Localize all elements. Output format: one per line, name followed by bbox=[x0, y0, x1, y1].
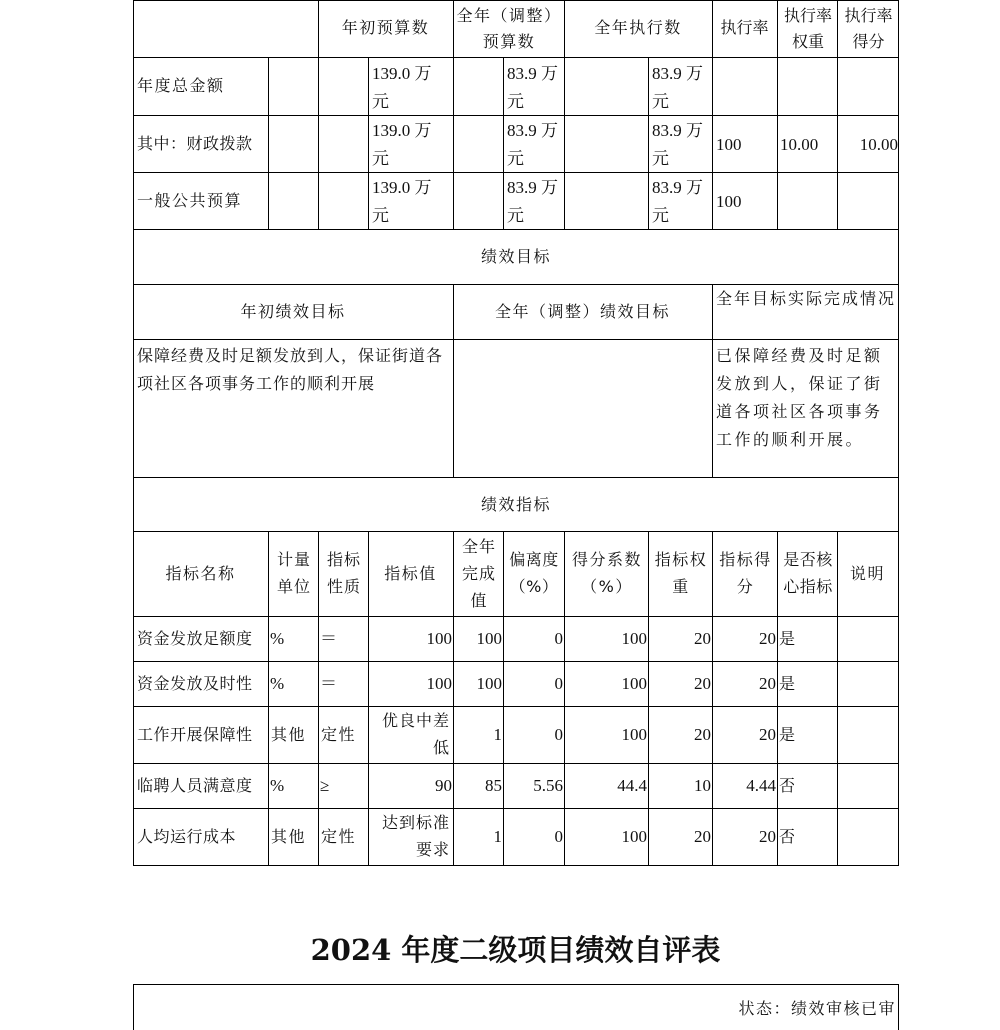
status-label: 状态：绩效审核已审 bbox=[738, 999, 896, 1018]
ind-row-name: 工作开展保障性 bbox=[137, 725, 253, 744]
ind-row-value: 100 bbox=[426, 629, 452, 648]
ind-header-nature: 指标性质 bbox=[326, 550, 361, 596]
rule bbox=[133, 706, 899, 707]
ind-row-score: 20 bbox=[759, 674, 776, 693]
ind-row-score: 20 bbox=[759, 629, 776, 648]
ind-header-coef: 得分系数（%） bbox=[571, 550, 642, 596]
ind-row-deviation: 0 bbox=[554, 827, 563, 846]
budget-row-adjusted: 83.9 万元 bbox=[507, 64, 558, 111]
ind-header-unit: 计量单位 bbox=[276, 550, 311, 596]
ind-row-coef: 100 bbox=[621, 629, 647, 648]
ind-row-weight: 20 bbox=[694, 827, 711, 846]
goals-col-initial: 年初绩效目标 bbox=[240, 302, 346, 321]
rule bbox=[133, 661, 899, 662]
rule bbox=[268, 531, 269, 865]
ind-row-deviation: 0 bbox=[554, 629, 563, 648]
ind-row-actual: 1 bbox=[493, 725, 502, 744]
indicators-section-title: 绩效指标 bbox=[480, 495, 551, 514]
rule bbox=[712, 531, 713, 865]
ind-header-actual: 全年完成值 bbox=[461, 537, 496, 610]
header-initial-budget: 年初预算数 bbox=[341, 18, 430, 37]
rule bbox=[133, 984, 134, 1030]
rule bbox=[777, 0, 778, 229]
rule bbox=[453, 531, 454, 865]
rule bbox=[133, 284, 899, 285]
budget-row-rate: 100 bbox=[716, 135, 742, 154]
ind-header-deviation: 偏离度（%） bbox=[509, 550, 559, 596]
goals-col-actual: 全年目标实际完成情况 bbox=[716, 289, 897, 308]
ind-row-nature: ＝ bbox=[320, 674, 337, 693]
ind-row-core: 是 bbox=[779, 725, 797, 744]
header-rate-weight: 执行率权重 bbox=[783, 6, 832, 51]
ind-row-value: 优良中差低 bbox=[381, 711, 450, 757]
budget-row-adjusted: 83.9 万元 bbox=[507, 178, 558, 225]
budget-row-label: 其中：财政拨款 bbox=[137, 134, 253, 153]
budget-row-initial: 139.0 万元 bbox=[372, 178, 432, 225]
ind-row-core: 是 bbox=[779, 674, 797, 693]
ind-row-actual: 85 bbox=[485, 776, 502, 795]
budget-row-executed: 83.9 万元 bbox=[652, 178, 703, 225]
goals-section-title: 绩效目标 bbox=[480, 247, 551, 266]
rule bbox=[712, 284, 713, 477]
ind-row-coef: 100 bbox=[621, 674, 647, 693]
ind-row-nature: ＝ bbox=[320, 629, 337, 648]
ind-row-unit: % bbox=[270, 776, 285, 795]
ind-row-value: 100 bbox=[426, 674, 452, 693]
budget-row-initial: 139.0 万元 bbox=[372, 121, 432, 168]
ind-row-actual: 100 bbox=[476, 629, 502, 648]
ind-header-score: 指标得分 bbox=[719, 550, 772, 596]
rule bbox=[133, 763, 899, 764]
rule bbox=[777, 531, 778, 865]
ind-row-nature: 定性 bbox=[321, 725, 357, 744]
ind-row-value: 达到标准要求 bbox=[381, 813, 450, 859]
rule bbox=[133, 477, 899, 478]
header-rate-score: 执行率得分 bbox=[844, 6, 893, 51]
ind-row-unit: 其他 bbox=[271, 827, 307, 846]
rule bbox=[837, 0, 838, 229]
ind-row-unit: 其他 bbox=[271, 725, 307, 744]
budget-row-label: 年度总金额 bbox=[137, 76, 225, 95]
ind-header-value: 指标值 bbox=[384, 564, 437, 583]
ind-header-note: 说明 bbox=[849, 564, 885, 583]
ind-header-name: 指标名称 bbox=[165, 564, 236, 583]
budget-row-weight: 10.00 bbox=[780, 135, 819, 154]
ind-row-name: 临聘人员满意度 bbox=[137, 776, 253, 795]
header-executed: 全年执行数 bbox=[594, 18, 682, 37]
ind-row-unit: % bbox=[270, 674, 285, 693]
ind-row-actual: 1 bbox=[493, 827, 502, 846]
rule bbox=[503, 57, 504, 229]
goals-col-adjusted: 全年（调整）绩效目标 bbox=[494, 302, 670, 321]
budget-row-adjusted: 83.9 万元 bbox=[507, 121, 558, 168]
ind-row-weight: 20 bbox=[694, 725, 711, 744]
rule bbox=[133, 339, 899, 340]
rule bbox=[133, 531, 899, 532]
header-exec-rate: 执行率 bbox=[720, 18, 769, 37]
ind-header-core: 是否核心指标 bbox=[783, 550, 833, 596]
ind-row-deviation: 0 bbox=[554, 674, 563, 693]
rule bbox=[368, 57, 369, 229]
ind-row-score: 4.44 bbox=[746, 776, 776, 795]
rule bbox=[133, 0, 899, 1]
budget-row-rate: 100 bbox=[716, 192, 742, 211]
ind-row-deviation: 5.56 bbox=[533, 776, 563, 795]
rule bbox=[648, 57, 649, 229]
header-adjusted-budget: 全年（调整）预算数 bbox=[456, 6, 562, 51]
goals-initial-text: 保障经费及时足额发放到人，保证街道各项社区各项事务工作的顺利开展 bbox=[137, 346, 444, 393]
budget-row-initial: 139.0 万元 bbox=[372, 64, 432, 111]
ind-row-core: 否 bbox=[779, 776, 797, 795]
goals-actual-text: 已保障经费及时足额发放到人，保证了街道各项社区各项事务工作的顺利开展。 bbox=[716, 346, 883, 449]
budget-row-label: 一般公共预算 bbox=[137, 191, 243, 210]
ind-row-coef: 100 bbox=[621, 827, 647, 846]
ind-row-score: 20 bbox=[759, 827, 776, 846]
ind-row-weight: 10 bbox=[694, 776, 711, 795]
rule bbox=[268, 57, 269, 229]
budget-row-executed: 83.9 万元 bbox=[652, 121, 703, 168]
ind-row-weight: 20 bbox=[694, 629, 711, 648]
ind-row-nature: ≥ bbox=[320, 776, 330, 795]
ind-row-deviation: 0 bbox=[554, 725, 563, 744]
ind-row-coef: 44.4 bbox=[617, 776, 647, 795]
rule bbox=[133, 865, 899, 866]
rule bbox=[133, 984, 899, 985]
ind-row-nature: 定性 bbox=[321, 827, 357, 846]
rule bbox=[898, 0, 899, 866]
ind-row-core: 否 bbox=[779, 827, 797, 846]
ind-row-core: 是 bbox=[779, 629, 797, 648]
page-title: 2024 年度二级项目绩效自评表 bbox=[310, 933, 721, 967]
budget-row-executed: 83.9 万元 bbox=[652, 64, 703, 111]
ind-row-name: 资金发放足额度 bbox=[137, 629, 253, 648]
rule bbox=[133, 0, 134, 866]
rule bbox=[898, 984, 899, 1030]
ind-row-score: 20 bbox=[759, 725, 776, 744]
rule bbox=[453, 0, 454, 229]
ind-header-weight: 指标权重 bbox=[654, 550, 708, 596]
ind-row-actual: 100 bbox=[476, 674, 502, 693]
ind-row-weight: 20 bbox=[694, 674, 711, 693]
rule bbox=[564, 531, 565, 865]
budget-row-score: 10.00 bbox=[859, 135, 898, 154]
ind-row-coef: 100 bbox=[621, 725, 647, 744]
ind-row-name: 资金发放及时性 bbox=[137, 674, 253, 693]
rule bbox=[133, 808, 899, 809]
ind-row-unit: % bbox=[270, 629, 285, 648]
ind-row-name: 人均运行成本 bbox=[137, 827, 237, 846]
rule bbox=[133, 616, 899, 617]
rule bbox=[648, 531, 649, 865]
rule bbox=[133, 57, 899, 58]
rule bbox=[318, 531, 319, 865]
ind-row-value: 90 bbox=[435, 776, 452, 795]
